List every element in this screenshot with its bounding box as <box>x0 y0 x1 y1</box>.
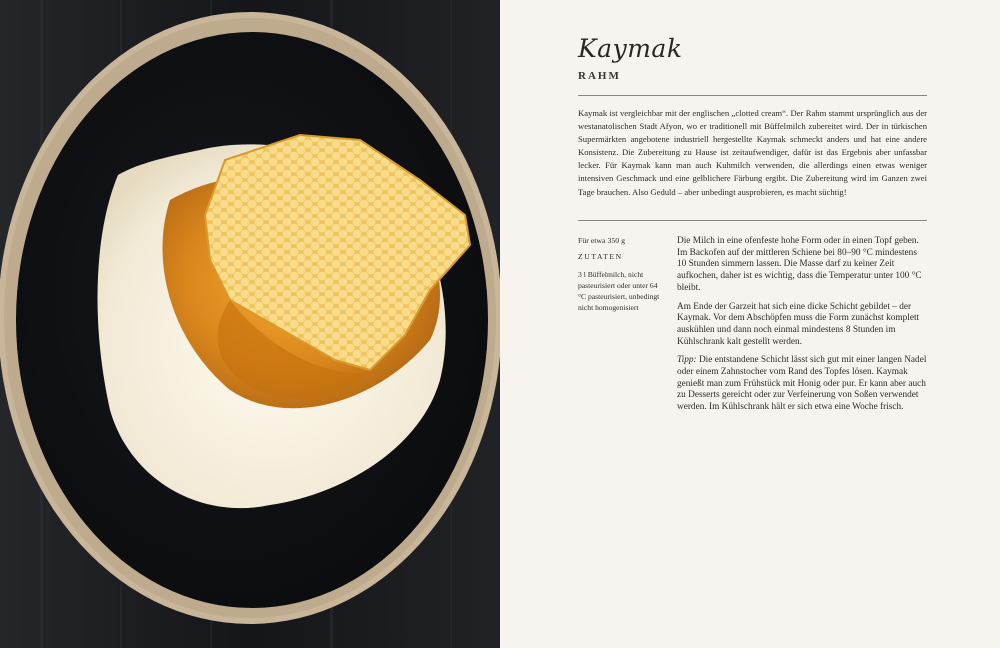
recipe-title: Kaymak <box>578 34 683 63</box>
ingredients-heading: ZUTATEN <box>578 252 623 261</box>
tip-label: Tipp: <box>677 355 697 366</box>
recipe-page <box>500 0 1000 648</box>
tip-text: Die entstandene Schicht lässt sich gut mit einer langen Nadel oder einem Zahnstocher vom Rand des Topfes lösen. Kaymak genießt man zum Frühstück mit Honig oder pur. Er kann aber auch zu Desserts gereicht oder zur Verfeinerung von Soßen verwendet werden. Im Kühlschrank hält er sich etwa eine Woche frisch. <box>677 355 927 413</box>
tip-paragraph <box>677 355 927 414</box>
divider-top <box>578 95 927 96</box>
recipe-intro: Kaymak ist vergleichbar mit der englischen „clotted cream“. Der Rahm stammt ursprünglich aus der westanatolischen Stadt Afyon, wo er traditionell mit Büffelmilch zubereitet wird. Der in türkischen Supermärkten angebotene industriell hergestellte Kaymak schmeckt anders und hat eine andere Konsistenz. Die Zubereitung zu Hause ist zeitaufwendiger, dafür ist das Ergebnis aber unfassbar lecker. Für Kaymak kann man auch Kuhmilch verwenden, die allerdings einen etwas weniger intensiven Geschmack und eine gelblichere Färbung ergibt. Die Zubereitung wird im Ganzen zwei Tage brauchen. Also Geduld – aber unbedingt ausprobieren, es macht süchtig! <box>578 108 927 197</box>
ingredients-list: 3 l Büffelmilch, nicht pasteurisiert oder unter 64 °C pasteurisiert, unbedingt nicht homogenisiert <box>578 270 660 312</box>
ingredients-column <box>578 236 662 313</box>
recipe-subtitle: RAHM <box>578 70 621 82</box>
divider-middle <box>578 220 927 221</box>
recipe-yield: Für etwa 350 g <box>578 236 625 245</box>
method-step: Am Ende der Garzeit hat sich eine dicke Schicht gebildet – der Kaymak. Vor dem Abschöpfen muss die Form zunächst komplett auskühlen und dann noch einmal mindestens 8 Stunden im Kühlschrank kalt gestellt werden. <box>677 301 920 347</box>
method-column <box>677 236 927 421</box>
method-step: Die Milch in eine ofenfeste hohe Form oder in einen Topf geben. Im Backofen auf der mittleren Schiene bei 80–90 °C mindestens 10 Stunden simmern lassen. Die Masse darf zu keiner Zeit aufkochen, daher ist es wichtig, dass die Temperatur unter 100 °C bleibt. <box>677 236 922 293</box>
